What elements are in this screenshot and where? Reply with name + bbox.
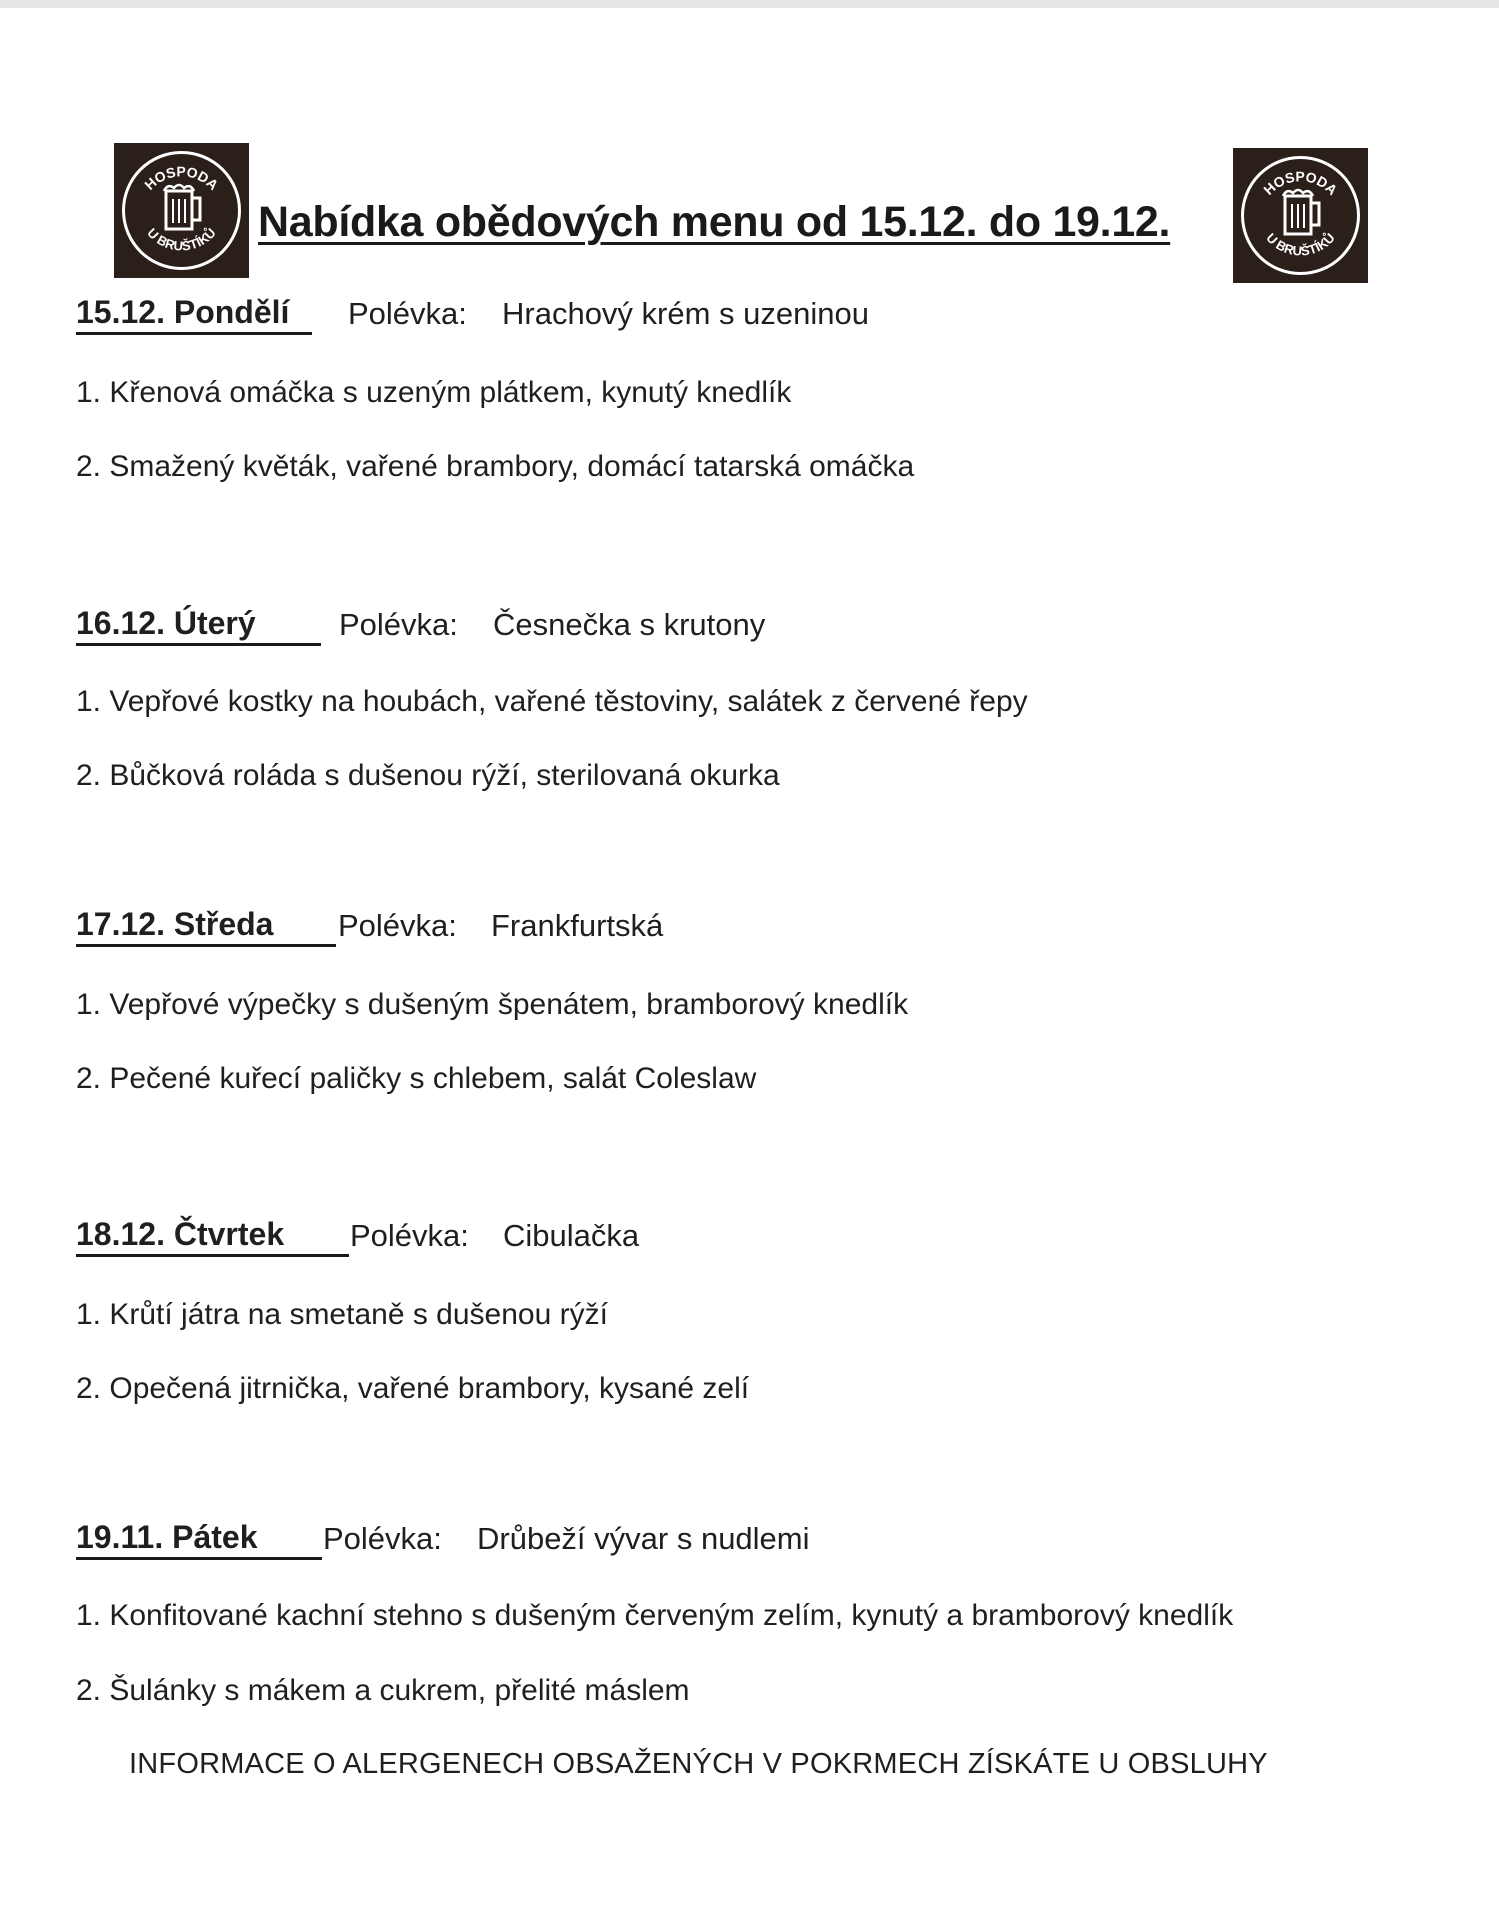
dish-item: 1. Konfitované kachní stehno s dušeným červeným zelím, kynutý a bramborový knedlík: [76, 1599, 1234, 1632]
svg-text:U BRUŠTÍKŮ: U BRUŠTÍKŮ: [144, 225, 219, 254]
day-name: 15.12. Pondělí: [76, 294, 312, 335]
soup-value: Hrachový krém s uzeninou: [502, 296, 869, 331]
dish-item: 2. Bůčková roláda s dušenou rýží, sterilovaná okurka: [76, 759, 780, 792]
day-name: 17.12. Středa: [76, 906, 336, 947]
day-section: [76, 906, 1456, 1095]
dish-item: 2. Opečená jitrnička, vařené brambory, kysané zelí: [76, 1372, 750, 1405]
top-strip: [0, 0, 1499, 8]
dish-item: 2. Pečené kuřecí paličky s chlebem, salát Coleslaw: [76, 1062, 757, 1095]
day-name: 16.12. Úterý: [76, 605, 321, 646]
svg-text:U BRUŠTÍKŮ: U BRUŠTÍKŮ: [1263, 230, 1338, 259]
day-header: [76, 605, 1456, 651]
beer-mug-icon: [114, 143, 249, 278]
allergen-notice: INFORMACE O ALERGENECH OBSAŽENÝCH V POKRMECH ZÍSKÁTE U OBSLUHY: [129, 1748, 1268, 1780]
day-section: [76, 605, 1456, 792]
soup-label: Polévka:: [323, 1521, 442, 1556]
svg-text:HOSPODA: HOSPODA: [141, 163, 222, 193]
day-header: [76, 1216, 1456, 1262]
dish-item: 1. Krůtí játra na smetaně s dušenou rýží: [76, 1298, 608, 1331]
day-header: [76, 294, 1456, 340]
soup-value: Frankfurtská: [491, 908, 664, 943]
day-section: [76, 294, 1456, 483]
beer-mug-icon: [1233, 148, 1368, 283]
soup-value: Cibulačka: [503, 1218, 640, 1253]
svg-text:HOSPODA: HOSPODA: [1260, 168, 1341, 198]
soup-label: Polévka:: [350, 1218, 469, 1253]
soup-label: Polévka:: [348, 296, 467, 331]
dish-item: 1. Křenová omáčka s uzeným plátkem, kynutý knedlík: [76, 376, 792, 409]
soup-label: Polévka:: [339, 607, 458, 642]
soup-label: Polévka:: [338, 908, 457, 943]
day-header: [76, 906, 1456, 952]
restaurant-logo: [114, 143, 249, 278]
day-name: 19.11. Pátek: [76, 1519, 322, 1560]
page-title: Nabídka obědových menu od 15.12. do 19.12.: [258, 198, 1171, 246]
restaurant-logo-right: [1233, 148, 1368, 283]
soup-value: Drůbeží vývar s nudlemi: [477, 1521, 810, 1556]
dish-item: 2. Šulánky s mákem a cukrem, přelité máslem: [76, 1674, 690, 1707]
soup-value: Česnečka s krutony: [493, 607, 766, 642]
day-section: [76, 1216, 1456, 1405]
dish-item: 1. Vepřové kostky na houbách, vařené těstoviny, salátek z červené řepy: [76, 685, 1028, 718]
day-name: 18.12. Čtvrtek: [76, 1216, 349, 1257]
day-header: [76, 1519, 1456, 1565]
day-section: [76, 1519, 1456, 1707]
dish-item: 1. Vepřové výpečky s dušeným špenátem, bramborový knedlík: [76, 988, 909, 1021]
dish-item: 2. Smažený květák, vařené brambory, domácí tatarská omáčka: [76, 450, 915, 483]
